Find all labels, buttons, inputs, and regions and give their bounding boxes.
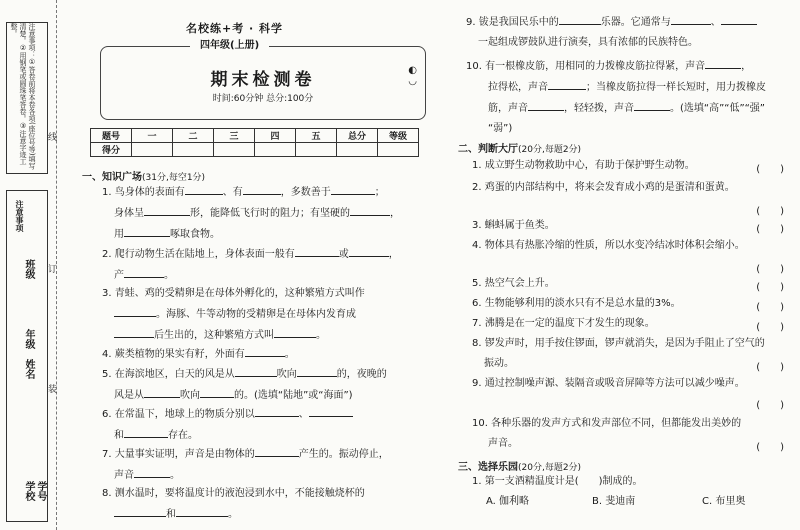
question-text: 后生出的，这种繁殖方式叫 <box>154 330 274 341</box>
question-text: 产生的。振动停止， <box>298 449 389 460</box>
question-text: 风是从 <box>114 390 144 401</box>
question-text: 拉得松，声音 <box>488 82 548 93</box>
decoration-icon: ◐ ◡ <box>408 65 417 87</box>
answer-blank[interactable] <box>255 404 299 417</box>
score-cell[interactable] <box>255 143 296 157</box>
brand-title: 名校练+考 · 科学 <box>186 22 284 35</box>
score-cell[interactable] <box>378 143 419 157</box>
question-text: ， <box>388 249 399 260</box>
answer-blank[interactable] <box>350 203 390 216</box>
question-text: 7. 大量事实证明，声音是由物体的 <box>102 449 255 460</box>
title-box <box>100 46 426 120</box>
exam-title: 期末检测卷 <box>210 70 316 90</box>
question-text: 一起组成锣鼓队进行演奏，具有浓郁的民族特色。 <box>478 37 698 48</box>
question-4 <box>102 344 442 365</box>
answer-blank[interactable] <box>255 444 299 457</box>
answer-blank[interactable] <box>144 385 180 398</box>
question-text: 。 <box>170 470 180 481</box>
question-text: ；当橡皮筋拉得一样长短时，用力拨橡皮 <box>586 82 766 93</box>
cut-mark-line: 线 <box>48 133 58 143</box>
section-1-title <box>82 168 205 183</box>
question-text: 和 <box>166 509 176 520</box>
section-1-note: (31分,每空1分) <box>142 173 206 183</box>
answer-blank[interactable] <box>528 98 564 111</box>
answer-blank[interactable] <box>124 224 170 237</box>
student-number-label: 学号 <box>35 481 46 501</box>
question-9 <box>466 12 792 53</box>
grade-label: 年级 <box>23 329 34 349</box>
question-text: 的。(选填“陆地”或“海面”) <box>234 390 353 401</box>
answer-paren[interactable]: ( ) <box>756 400 784 411</box>
answer-paren[interactable]: ( ) <box>756 224 784 235</box>
question-text: 3. 青蛙、鸡的受精卵是在母体外孵化的，这种繁殖方式叫作 <box>102 288 365 299</box>
question-text: ，多数善于 <box>280 187 331 198</box>
question-text: 声音。 <box>488 438 518 449</box>
instructions-box <box>6 22 48 174</box>
binding-margin <box>0 0 57 530</box>
judge-3: 3. 蝌蚪属于鱼类。 <box>472 220 555 231</box>
score-header-cell: 等级 <box>378 129 419 143</box>
question-text: 10. 各种乐器的发声方式和发声部位不同，但都能发出美妙的 <box>472 418 742 429</box>
answer-blank[interactable] <box>309 404 353 417</box>
answer-paren[interactable]: ( ) <box>756 264 784 275</box>
answer-paren[interactable]: ( ) <box>756 206 784 217</box>
student-info-box <box>6 190 48 522</box>
question-text: 8. 锣发声时，用手按住锣面，锣声就消失，是因为手阻止了空气的 <box>472 338 765 349</box>
answer-blank[interactable] <box>721 12 757 25</box>
section-3-name: 三、选择乐园 <box>458 462 518 473</box>
score-header-cell: 二 <box>173 129 214 143</box>
score-header-cell: 总分 <box>337 129 378 143</box>
answer-blank[interactable] <box>245 344 285 357</box>
section-3-note: (20分,每题2分) <box>518 463 582 473</box>
question-text: ； <box>374 187 385 198</box>
question-text: ， <box>390 208 400 219</box>
question-text: ， <box>741 61 752 72</box>
score-header-cell: 一 <box>132 129 173 143</box>
score-table-header-row <box>91 129 419 143</box>
answer-paren[interactable]: ( ) <box>756 362 784 373</box>
question-text: 吹向 <box>180 390 200 401</box>
question-6 <box>102 404 442 446</box>
score-cell[interactable] <box>132 143 173 157</box>
answer-blank[interactable] <box>295 244 339 257</box>
answer-blank[interactable] <box>114 325 154 338</box>
question-text: 乐器。它通常与 <box>600 17 671 28</box>
question-text: 、有 <box>222 187 243 198</box>
answer-blank[interactable] <box>176 504 228 517</box>
question-7 <box>102 444 442 486</box>
question-text: 、 <box>298 409 309 420</box>
score-header-cell: 四 <box>255 129 296 143</box>
score-row-label: 得分 <box>91 143 132 157</box>
answer-blank[interactable] <box>124 265 164 278</box>
score-header-cell: 五 <box>296 129 337 143</box>
score-cell[interactable] <box>296 143 337 157</box>
judge-1: 1. 成立野生动物救助中心，有助于保护野生动物。 <box>472 160 695 171</box>
question-text: 。 <box>164 270 174 281</box>
judge-9: 9. 通过控制噪声源、装隔音或吸音屏障等方法可以减少噪声。 <box>472 378 745 389</box>
question-text: 的，夜晚的 <box>336 369 387 380</box>
judge-7: 7. 沸腾是在一定的温度下才发生的现象。 <box>472 318 655 329</box>
answer-blank[interactable] <box>559 12 601 25</box>
question-text: 。 <box>316 330 326 341</box>
answer-blank[interactable] <box>185 182 223 195</box>
judge-5: 5. 热空气会上升。 <box>472 278 555 289</box>
judge-6: 6. 生物能够利用的淡水只有不是总水量的3%。 <box>472 298 681 309</box>
answer-blank[interactable] <box>134 465 170 478</box>
choice-1-option-b[interactable]: B. 斐迪南 <box>592 496 636 507</box>
answer-blank[interactable] <box>671 12 711 25</box>
answer-blank[interactable] <box>705 56 741 69</box>
exam-subtitle: 时间:60分钟 总分:100分 <box>212 94 314 104</box>
answer-paren[interactable]: ( ) <box>756 322 784 333</box>
cut-mark-bind: 订 <box>48 265 58 275</box>
answer-blank[interactable] <box>200 385 234 398</box>
judge-10 <box>472 414 741 454</box>
cut-mark-pack: 装 <box>48 385 58 395</box>
answer-paren[interactable]: ( ) <box>756 164 784 175</box>
question-text: ，轻轻拨，声音 <box>564 103 634 114</box>
question-text: 9. 钹是我国民乐中的 <box>466 17 559 28</box>
class-label: 班级 <box>23 259 34 279</box>
question-text: 存在。 <box>168 430 198 441</box>
choice-1-option-c[interactable]: C. 布里奥 <box>702 496 746 507</box>
judge-4: 4. 物体具有热胀冷缩的性质，所以水变冷结冰时体积会缩小。 <box>472 240 745 251</box>
question-text: 10. 有一根橡皮筋，用相同的力拨橡皮筋拉得紧，声音 <box>466 61 706 72</box>
answer-blank[interactable] <box>297 364 337 377</box>
question-text: 2. 爬行动物生活在陆地上，身体表面一般有 <box>102 249 295 260</box>
right-column <box>458 0 794 530</box>
answer-blank[interactable] <box>144 203 190 216</box>
name-label: 姓名 <box>23 359 34 379</box>
question-8 <box>102 484 442 525</box>
judge-8 <box>472 334 765 374</box>
question-text: 8. 测水温时，要将温度计的液泡浸到水中，不能接触烧杯的 <box>102 488 365 499</box>
question-text: 。 <box>228 509 238 520</box>
answer-blank[interactable] <box>274 325 316 338</box>
section-1-name: 一、知识广场 <box>82 172 142 183</box>
instructions-text: 注意事项：①答卷前将本卷各项(座位号等)填写清楚。②用钢笔或圆珠笔答卷。③注意字迹工整。 <box>10 23 36 170</box>
section-2-title <box>458 140 581 155</box>
score-table-score-row <box>91 143 419 157</box>
left-column <box>82 0 448 530</box>
question-text: 或 <box>338 249 349 260</box>
answer-paren[interactable]: ( ) <box>756 282 784 293</box>
question-text: 用 <box>114 229 124 240</box>
answer-blank[interactable] <box>124 425 168 438</box>
answer-blank[interactable] <box>634 98 670 111</box>
question-text: 形，能降低飞行时的阻力；有坚硬的 <box>190 208 350 219</box>
question-text: 啄取食物。 <box>170 229 220 240</box>
question-2 <box>102 244 442 286</box>
section-3-title <box>458 458 581 473</box>
score-header-cell: 三 <box>214 129 255 143</box>
question-text: 筋，声音 <box>488 103 528 114</box>
question-text: 产 <box>114 270 124 281</box>
choice-1-option-a[interactable]: A. 伽利略 <box>486 496 530 507</box>
score-table <box>90 128 419 157</box>
answer-blank[interactable] <box>243 182 281 195</box>
question-text: 1. 鸟身体的表面有 <box>102 187 185 198</box>
question-text: 和 <box>114 430 124 441</box>
answer-paren[interactable]: ( ) <box>756 442 784 453</box>
question-10 <box>466 56 792 139</box>
question-text: 。(选填“高”“低”“强” <box>670 103 765 114</box>
question-text: 5. 在海滨地区，白天的风是从 <box>102 369 235 380</box>
question-text: 。海豚、牛等动物的受精卵是在母体内发育成 <box>156 309 356 320</box>
answer-blank[interactable] <box>114 304 156 317</box>
answer-blank[interactable] <box>349 244 389 257</box>
answer-blank[interactable] <box>235 364 277 377</box>
answer-blank[interactable] <box>548 77 586 90</box>
grade-label: 四年级(上册) <box>190 36 269 51</box>
answer-paren[interactable]: ( ) <box>756 302 784 313</box>
score-header-cell: 题号 <box>91 129 132 143</box>
question-text: 吹向 <box>276 369 297 380</box>
score-cell[interactable] <box>337 143 378 157</box>
question-text: 振动。 <box>484 358 514 369</box>
question-text: “弱”) <box>488 123 513 134</box>
question-text: 4. 蕨类植物的果实有籽，外面有 <box>102 349 245 360</box>
question-text: 6. 在常温下，地球上的物质分别以 <box>102 409 255 420</box>
section-2-note: (20分,每题2分) <box>518 145 582 155</box>
judge-2: 2. 鸡蛋的内部结构中，将来会发育成小鸡的是蛋清和蛋黄。 <box>472 182 735 193</box>
question-5 <box>102 364 442 406</box>
question-text: 、 <box>710 17 721 28</box>
section-2-name: 二、判断大厅 <box>458 144 518 155</box>
score-cell[interactable] <box>214 143 255 157</box>
answer-blank[interactable] <box>331 182 375 195</box>
choice-1: 1. 第一支酒精温度计是( )制成的。 <box>472 476 643 487</box>
teacher-label: 注意事项 <box>15 200 24 232</box>
score-cell[interactable] <box>173 143 214 157</box>
question-text: 身体呈 <box>114 208 144 219</box>
answer-blank[interactable] <box>114 504 166 517</box>
question-text: 。 <box>284 349 295 360</box>
question-3 <box>102 284 442 346</box>
question-1 <box>102 182 442 245</box>
school-label: 学校 <box>23 481 34 501</box>
question-text: 声音 <box>114 470 134 481</box>
